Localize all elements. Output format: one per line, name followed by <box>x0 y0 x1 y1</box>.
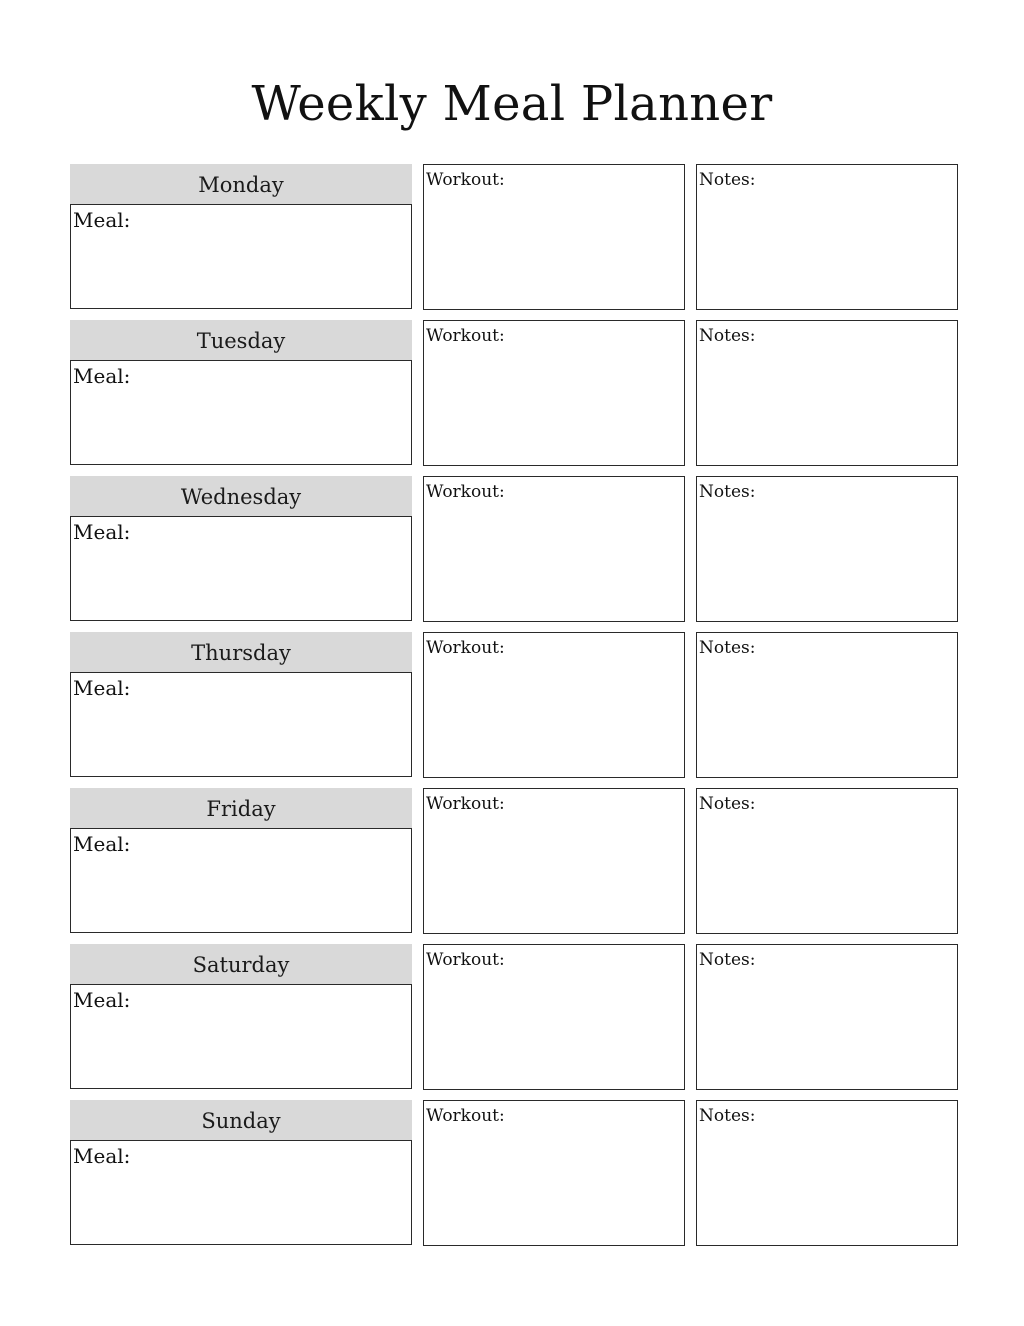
workout-label: Workout: <box>426 1106 505 1126</box>
meal-box[interactable] <box>70 828 412 933</box>
meal-label: Meal: <box>73 1144 131 1168</box>
meal-label: Meal: <box>73 364 131 388</box>
notes-box[interactable] <box>696 164 958 310</box>
day-header: Sunday <box>70 1100 412 1140</box>
day-row-tuesday <box>70 320 960 467</box>
day-header: Tuesday <box>70 320 412 360</box>
page-title: Weekly Meal Planner <box>251 76 773 132</box>
notes-label: Notes: <box>699 950 756 970</box>
day-block <box>70 632 412 778</box>
meal-box[interactable] <box>70 672 412 777</box>
workout-box[interactable] <box>423 320 685 466</box>
day-header: Friday <box>70 788 412 828</box>
day-block <box>70 476 412 622</box>
workout-label: Workout: <box>426 794 505 814</box>
day-row-friday <box>70 788 960 935</box>
notes-label: Notes: <box>699 794 756 814</box>
notes-box[interactable] <box>696 476 958 622</box>
notes-box[interactable] <box>696 320 958 466</box>
workout-box[interactable] <box>423 164 685 310</box>
workout-label: Workout: <box>426 326 505 346</box>
day-header: Monday <box>70 164 412 204</box>
day-row-wednesday <box>70 476 960 623</box>
day-block <box>70 164 412 310</box>
notes-label: Notes: <box>699 1106 756 1126</box>
notes-box[interactable] <box>696 944 958 1090</box>
day-header: Wednesday <box>70 476 412 516</box>
workout-label: Workout: <box>426 638 505 658</box>
meal-box[interactable] <box>70 984 412 1089</box>
workout-label: Workout: <box>426 482 505 502</box>
meal-box[interactable] <box>70 204 412 309</box>
notes-box[interactable] <box>696 1100 958 1246</box>
day-header: Thursday <box>70 632 412 672</box>
workout-box[interactable] <box>423 1100 685 1246</box>
workout-label: Workout: <box>426 170 505 190</box>
notes-label: Notes: <box>699 326 756 346</box>
day-block <box>70 320 412 466</box>
notes-box[interactable] <box>696 788 958 934</box>
workout-label: Workout: <box>426 950 505 970</box>
day-row-saturday <box>70 944 960 1091</box>
workout-box[interactable] <box>423 476 685 622</box>
workout-box[interactable] <box>423 788 685 934</box>
notes-box[interactable] <box>696 632 958 778</box>
day-header: Saturday <box>70 944 412 984</box>
day-row-sunday <box>70 1100 960 1247</box>
meal-label: Meal: <box>73 832 131 856</box>
meal-box[interactable] <box>70 1140 412 1245</box>
day-block <box>70 1100 412 1246</box>
workout-box[interactable] <box>423 944 685 1090</box>
meal-label: Meal: <box>73 208 131 232</box>
meal-box[interactable] <box>70 516 412 621</box>
meal-label: Meal: <box>73 520 131 544</box>
notes-label: Notes: <box>699 482 756 502</box>
day-row-monday <box>70 164 960 311</box>
meal-label: Meal: <box>73 676 131 700</box>
notes-label: Notes: <box>699 170 756 190</box>
notes-label: Notes: <box>699 638 756 658</box>
meal-box[interactable] <box>70 360 412 465</box>
day-block <box>70 788 412 934</box>
meal-label: Meal: <box>73 988 131 1012</box>
day-block <box>70 944 412 1090</box>
day-row-thursday <box>70 632 960 779</box>
workout-box[interactable] <box>423 632 685 778</box>
